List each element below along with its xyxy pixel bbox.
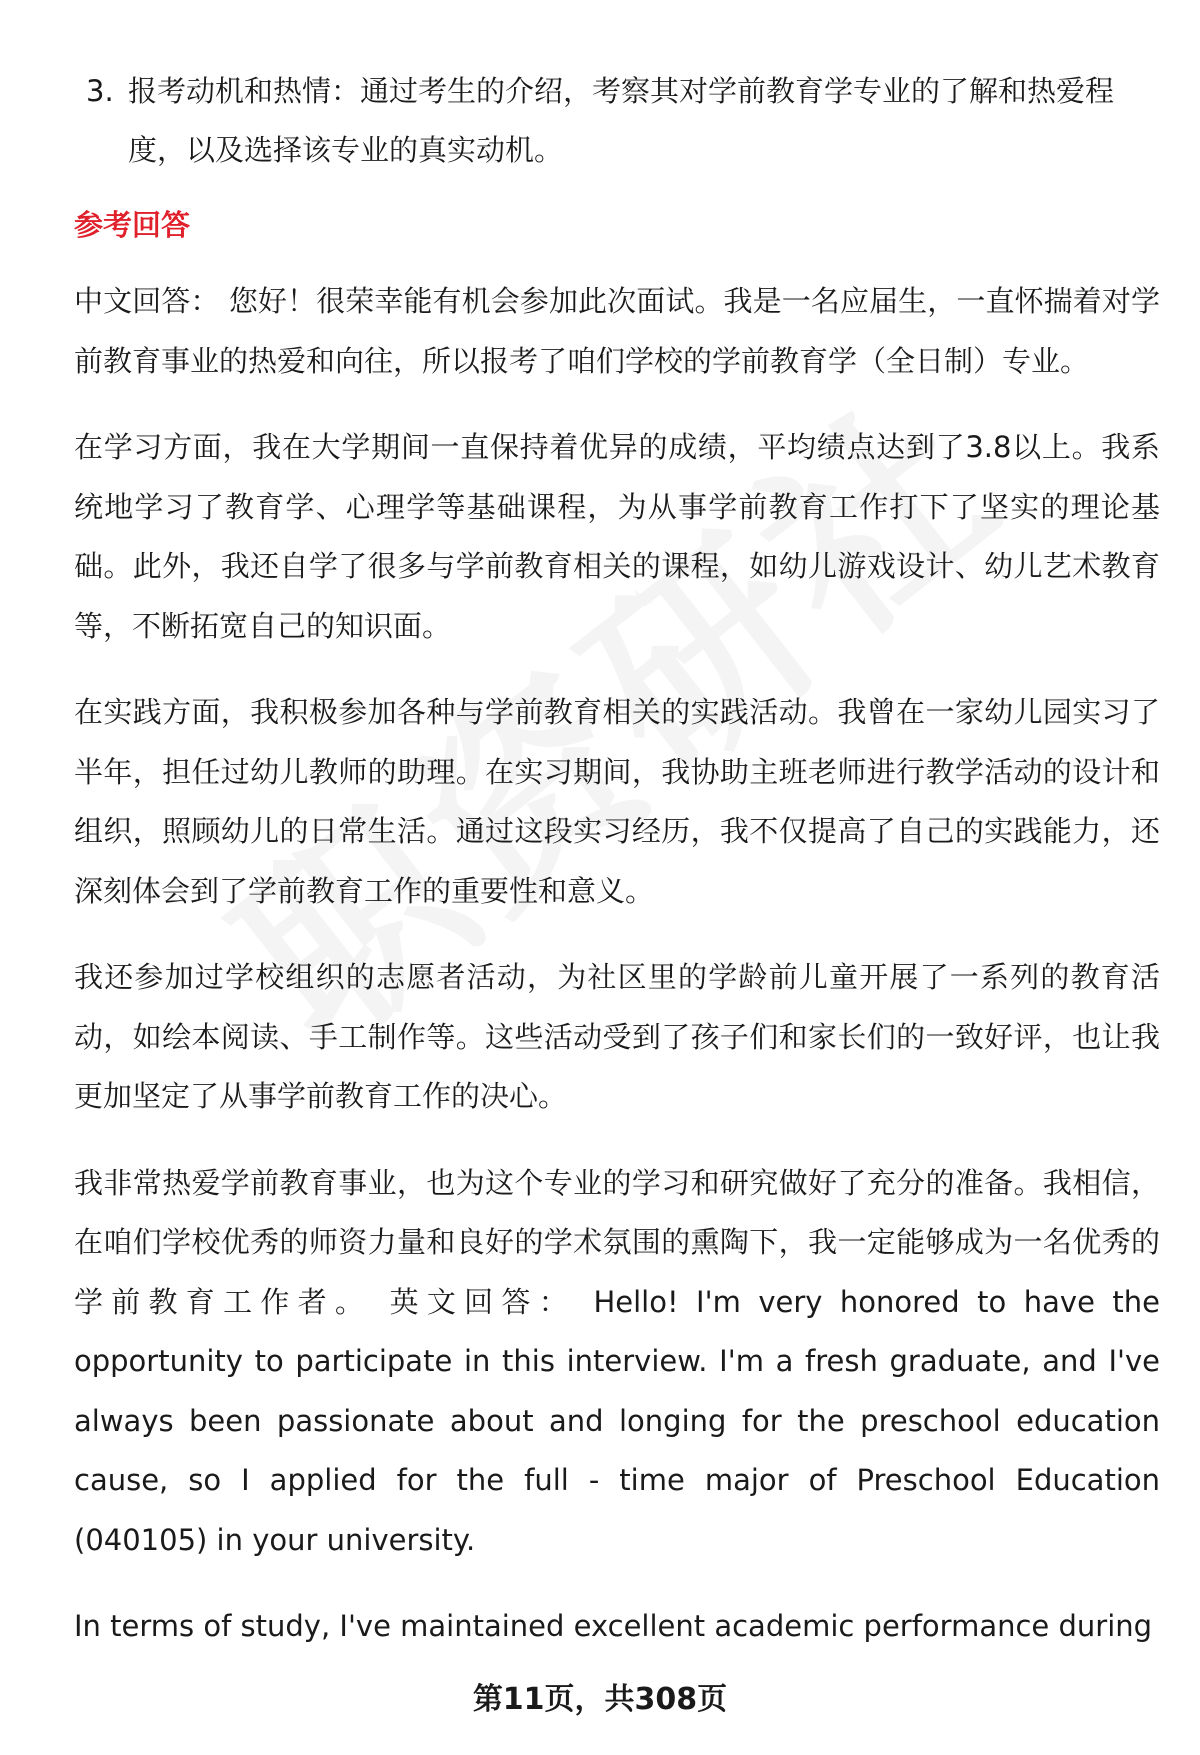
paragraph-conclusion-english: 我非常热爱学前教育事业，也为这个专业的学习和研究做好了充分的准备。我相信，在咱们学校优秀的师资力量和良好的学术氛围的熏陶下，我一定能够成为一名优秀的学前教育工作者。 英文回答： Hello! I'm very honored to have the opportunity to participate in this interview. I'm a fresh graduate, and I've always been passionate about and longing for the preschool education cause, so I applied for the full - time major of Preschool Education (040105) in your university. <box>74 1165 1160 1557</box>
paragraph-volunteer: 我还参加过学校组织的志愿者活动，为社区里的学龄前儿童开展了一系列的教育活动，如绘本阅读、手工制作等。这些活动受到了孩子们和家长们的一致好评，也让我更加坚定了从事学前教育工作的决心。 <box>74 960 1160 1113</box>
paragraph-english-study: In terms of study, I've maintained excellent academic performance during <box>74 1609 1153 1643</box>
paragraph-intro: 中文回答： 您好！很荣幸能有机会参加此次面试。我是一名应届生，一直怀揣着对学前教育事业的热爱和向往，所以报考了咱们学校的学前教育学（全日制）专业。 <box>74 284 1160 378</box>
list-item-number: 3. <box>86 74 114 108</box>
paragraph-study: 在学习方面，我在大学期间一直保持着优异的成绩，平均绩点达到了3.8以上。我系统地学习了教育学、心理学等基础课程，为从事学前教育工作打下了坚实的理论基础。此外，我还自学了很多与学前教育相关的课程，如幼儿游戏设计、幼儿艺术教育等，不断拓宽自己的知识面。 <box>74 430 1160 643</box>
paragraph-practice: 在实践方面，我积极参加各种与学前教育相关的实践活动。我曾在一家幼儿园实习了半年，担任过幼儿教师的助理。在实习期间，我协助主班老师进行教学活动的设计和组织，照顾幼儿的日常生活。通过这段实习经历，我不仅提高了自己的实践能力，还深刻体会到了学前教育工作的重要性和意义。 <box>74 695 1160 908</box>
section-heading: 参考回答 <box>74 208 191 242</box>
page-content <box>74 62 1160 1657</box>
list-item-text: 报考动机和热情：通过考生的介绍，考察其对学前教育学专业的了解和热爱程度，以及选择该专业的真实动机。 <box>128 74 1115 167</box>
page-number-footer: 第11页，共308页 <box>472 1682 728 1717</box>
list-item <box>74 62 1160 180</box>
